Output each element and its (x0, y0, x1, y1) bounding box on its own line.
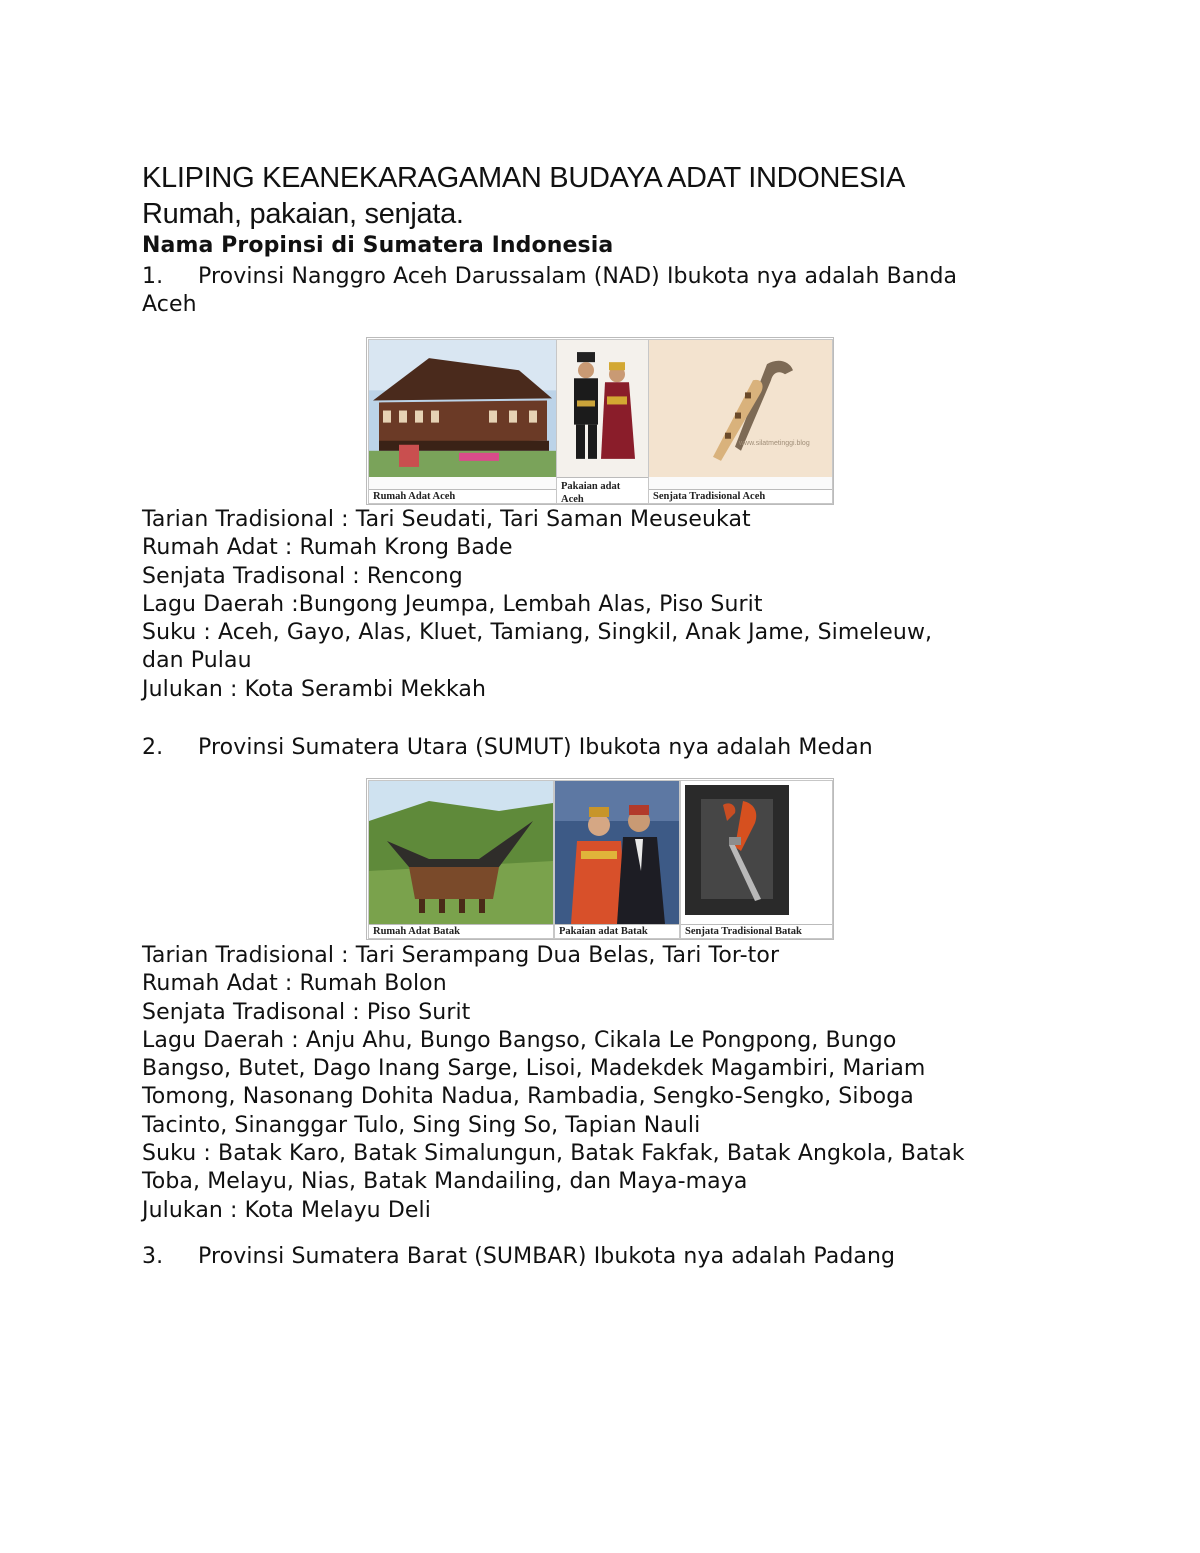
caption: Rumah Adat Batak (369, 924, 553, 938)
province-name: Provinsi Nanggro Aceh Darussalam (NAD) Ibukota nya adalah Banda (198, 264, 958, 289)
document-title: KLIPING KEANEKARAGAMAN BUDAYA ADAT INDONESIA (142, 162, 906, 194)
costume-icon (557, 340, 648, 477)
piso-surit-dagger-icon (681, 781, 832, 924)
senjata-tradisional-batak-photo (680, 780, 833, 939)
senjata-tradisional-aceh-photo (648, 339, 833, 504)
caption: Pakaian adat Batak (555, 924, 679, 938)
province-3-title (142, 1243, 1072, 1271)
detail-senjata: Senjata Tradisonal : Piso Surit (142, 999, 471, 1025)
province-2-image-strip (366, 778, 834, 940)
house-icon (369, 781, 553, 924)
province-2-title (142, 734, 1072, 762)
detail-lagu-daerah: Lagu Daerah : Anju Ahu, Bungo Bangso, Cikala Le Pongpong, Bungo (142, 1027, 897, 1053)
detail-suku: Suku : Aceh, Gayo, Alas, Kluet, Tamiang, Singkil, Anak Jame, Simeleuw, (142, 620, 933, 646)
detail-lagu-daerah-continued-2: Tomong, Nasonang Dohita Nadua, Rambadia, Sengko-Sengko, Siboga (142, 1084, 914, 1110)
province-number: 2. (142, 735, 164, 760)
detail-suku-continued: Toba, Melayu, Nias, Batak Mandailing, dan Maya-maya (142, 1169, 748, 1195)
section-heading: Nama Propinsi di Sumatera Indonesia (142, 233, 614, 258)
province-name: Provinsi Sumatera Barat (SUMBAR) Ibukota nya adalah Padang (198, 1244, 896, 1269)
detail-senjata: Senjata Tradisonal : Rencong (142, 563, 463, 589)
province-name: Provinsi Sumatera Utara (SUMUT) Ibukota nya adalah Medan (198, 735, 873, 760)
detail-rumah-adat: Rumah Adat : Rumah Bolon (142, 971, 447, 997)
detail-lagu-daerah-continued-3: Tacinto, Sinanggar Tulo, Sing Sing So, Tapian Nauli (142, 1112, 701, 1138)
detail-julukan: Julukan : Kota Melayu Deli (142, 1197, 431, 1223)
detail-suku: Suku : Batak Karo, Batak Simalungun, Batak Fakfak, Batak Angkola, Batak (142, 1141, 965, 1167)
province-1-image-strip (366, 337, 834, 505)
pakaian-adat-aceh-photo (556, 339, 649, 504)
detail-rumah-adat: Rumah Adat : Rumah Krong Bade (142, 535, 513, 561)
province-name-continued: Aceh (142, 292, 197, 318)
caption: Senjata Tradisional Batak (681, 924, 832, 938)
province-number: 1. (142, 264, 164, 289)
detail-tarian: Tarian Tradisional : Tari Serampang Dua Belas, Tari Tor-tor (142, 943, 780, 968)
detail-suku-continued: dan Pulau (142, 648, 252, 674)
costume-icon (555, 781, 679, 924)
house-icon (369, 340, 556, 477)
rumah-adat-aceh-photo (368, 339, 557, 504)
detail-julukan: Julukan : Kota Serambi Mekkah (142, 676, 487, 702)
detail-lagu-daerah: Lagu Daerah :Bungong Jeumpa, Lembah Alas, Piso Surit (142, 591, 763, 617)
province-1-title (142, 263, 1072, 320)
province-2-details (142, 942, 1072, 1225)
province-number: 3. (142, 1244, 164, 1269)
caption: Rumah Adat Aceh (369, 489, 556, 503)
rencong-dagger-icon (649, 340, 832, 477)
caption: Pakaian adat Aceh (557, 477, 648, 503)
document-subtitle: Rumah, pakaian, senjata. (142, 198, 464, 230)
watermark: www.silatmetinggi.blog (739, 439, 810, 447)
caption: Senjata Tradisional Aceh (649, 489, 832, 503)
rumah-adat-batak-photo (368, 780, 554, 939)
detail-tarian: Tarian Tradisional : Tari Seudati, Tari Saman Meuseukat (142, 507, 751, 532)
detail-lagu-daerah-continued-1: Bangso, Butet, Dago Inang Sarge, Lisoi, Madekdek Magambiri, Mariam (142, 1056, 926, 1082)
pakaian-adat-batak-photo (554, 780, 680, 939)
province-1-details (142, 506, 1072, 704)
